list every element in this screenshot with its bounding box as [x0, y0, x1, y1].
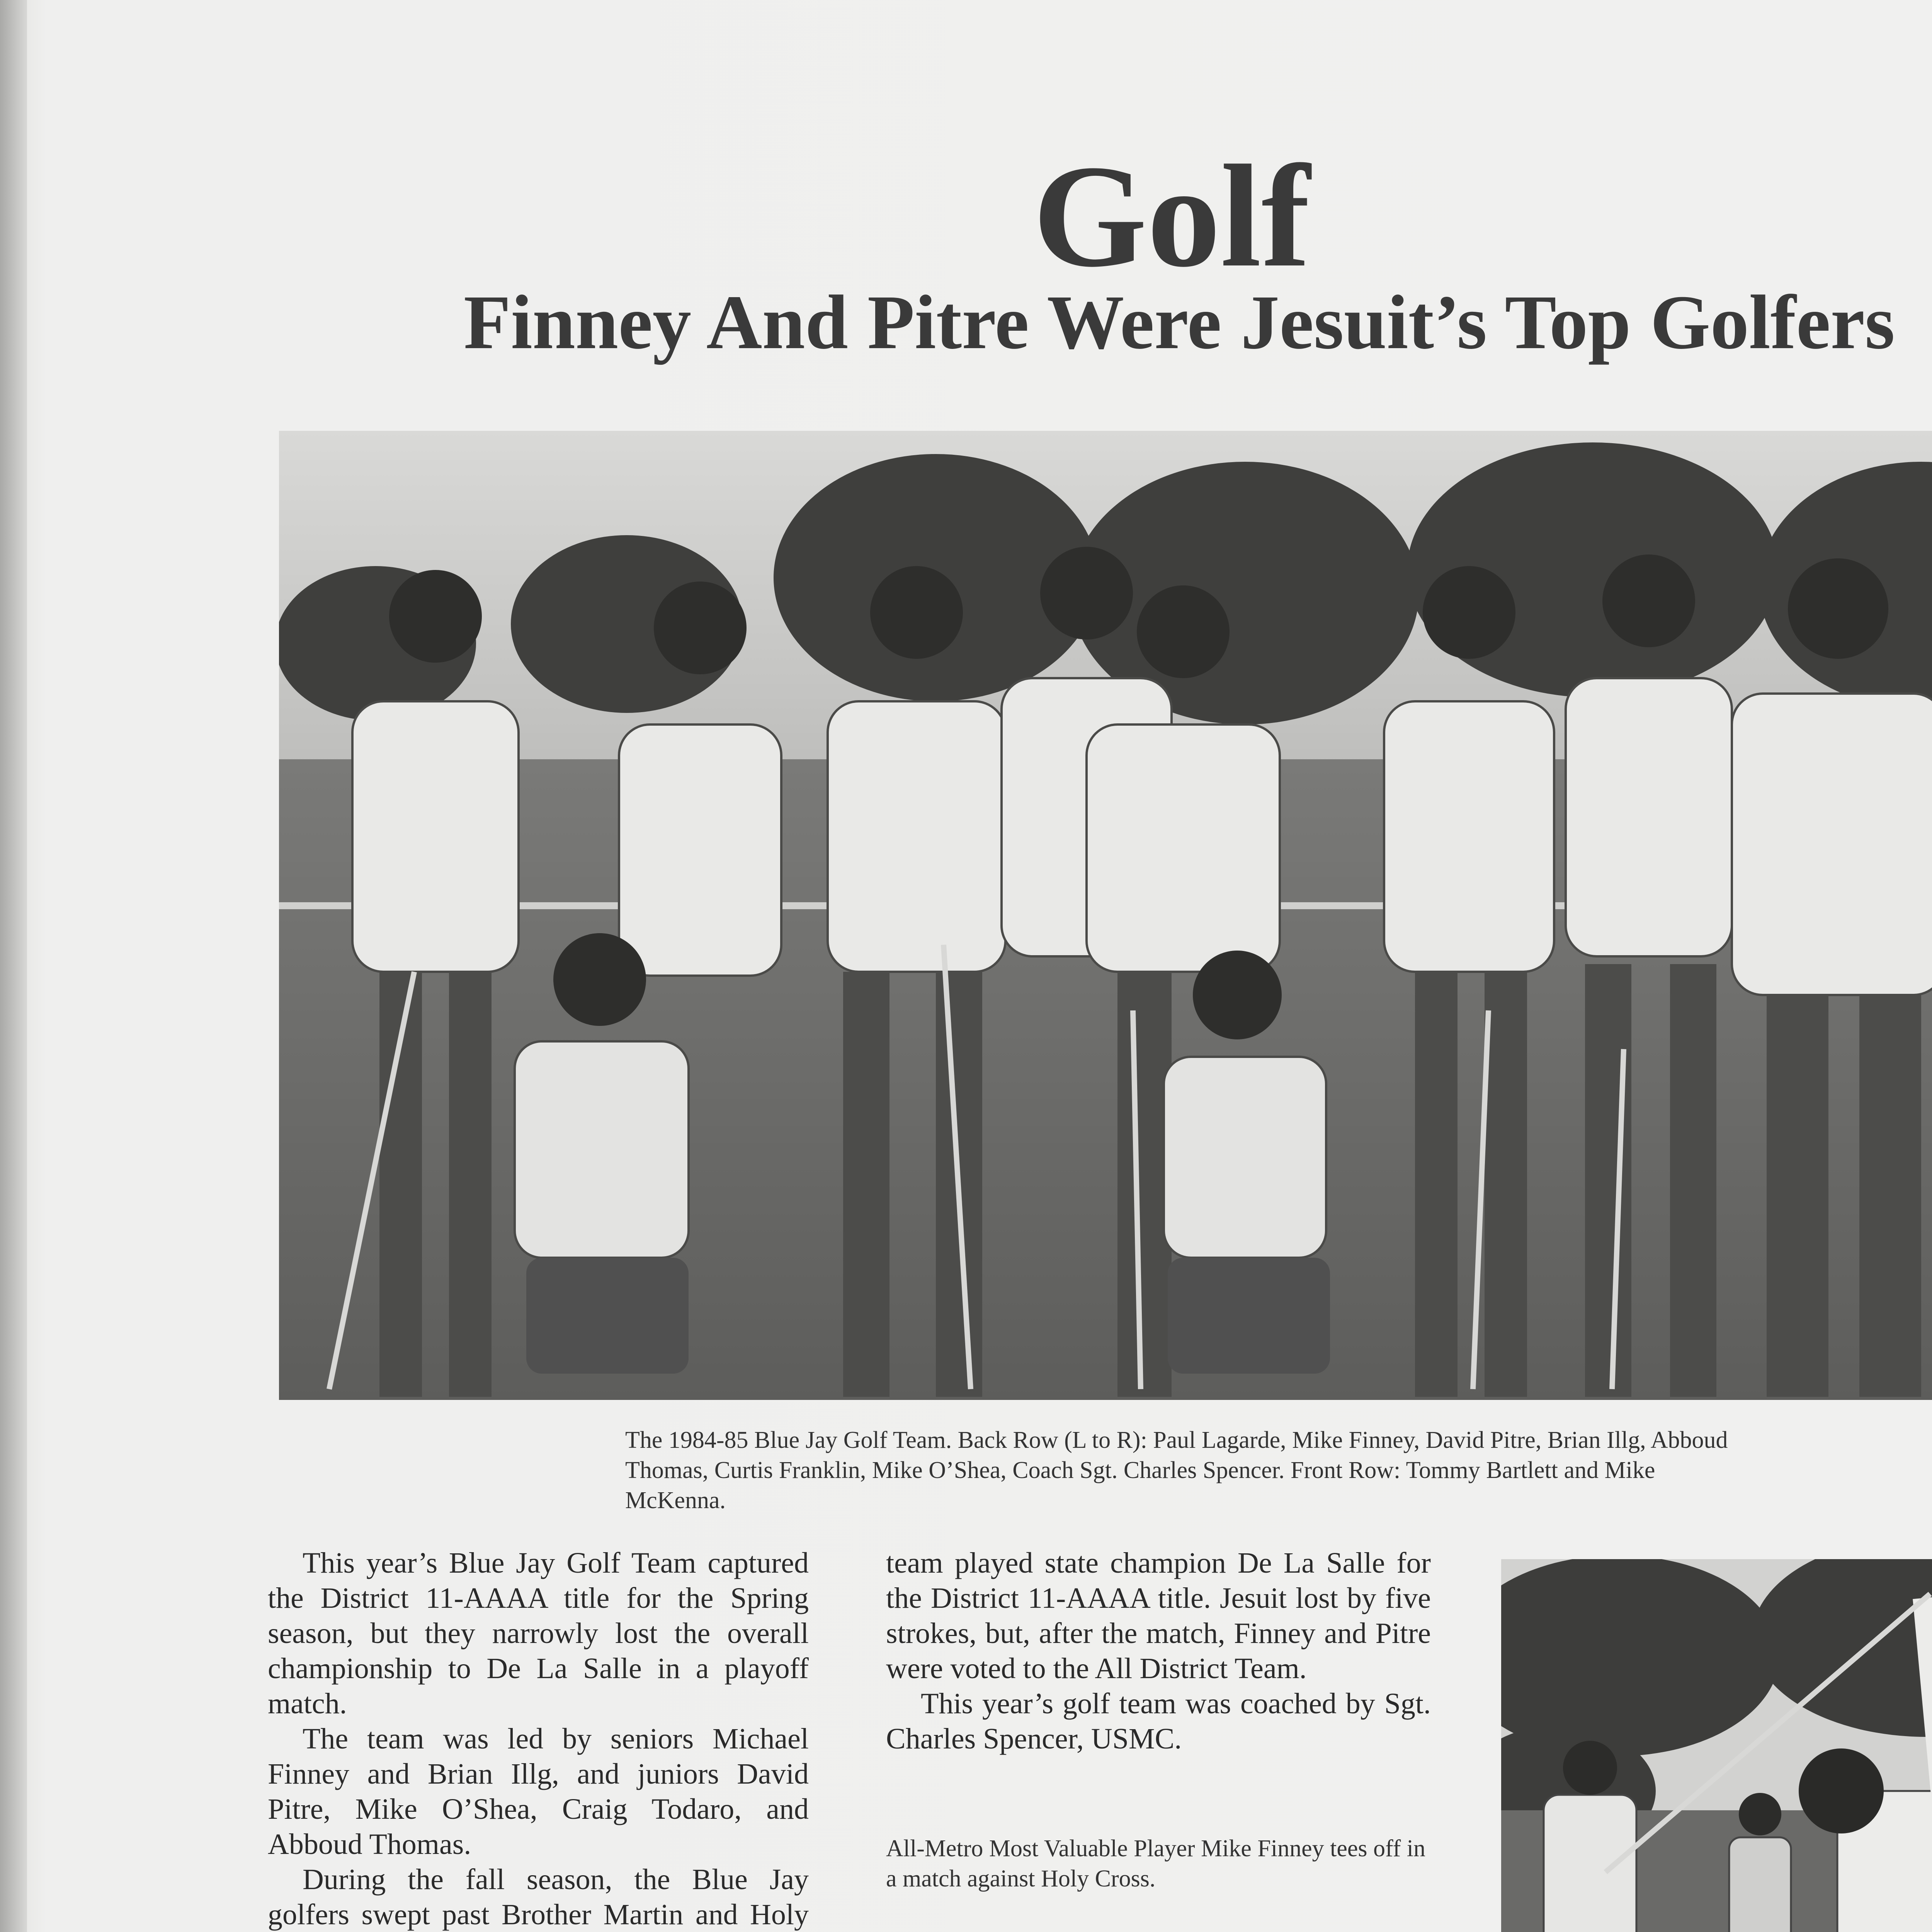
golfer-photo-image [1501, 1559, 1932, 1932]
article-paragraph: This year’s Blue Jay Golf Team captured the District 11-AAAA title for the Spring season, but they narrowly lost the overall championship to De La Salle in a playoff match. [268, 1547, 809, 1720]
page-subtitle: Finney And Pitre Were Jesuit’s Top Golfers [464, 280, 1895, 365]
article-column-2 [886, 1546, 1431, 1757]
article-paragraph: During the fall season, the Blue Jay golfers swept past Brother Martin and Holy [268, 1863, 809, 1931]
article-paragraph: This year’s golf team was coached by Sgt. Charles Spencer, USMC. [886, 1687, 1431, 1755]
team-photo-image [279, 431, 1932, 1400]
article-paragraph: team played state champion De La Salle for the District 11-AAAA title. Jesuit lost by five strokes, but, after the match, Finney and Pitre were voted to the All District Team. [886, 1547, 1431, 1685]
golfer-photo [1501, 1559, 1932, 1932]
golfer-photo-caption: All-Metro Most Valuable Player Mike Finney tees off in a match against Holy Cross. [886, 1835, 1425, 1892]
team-photo [279, 431, 1932, 1400]
page-title: Golf [1033, 135, 1310, 298]
article-column-1 [268, 1546, 809, 1932]
team-photo-caption: The 1984-85 Blue Jay Golf Team. Back Row (L to R): Paul Lagarde, Mike Finney, David Pitre, Brian Illg, Abboud Thomas, Curtis Franklin, Mike O’Shea, Coach Sgt. Charles Spencer. Front Row: Tommy Bartlett and Mike McKenna. [625, 1427, 1728, 1514]
article-paragraph: The team was led by seniors Michael Finney and Brian Illg, and juniors David Pitre, Mike O’Shea, Craig Todaro, and Abboud Thomas. [268, 1723, 809, 1861]
